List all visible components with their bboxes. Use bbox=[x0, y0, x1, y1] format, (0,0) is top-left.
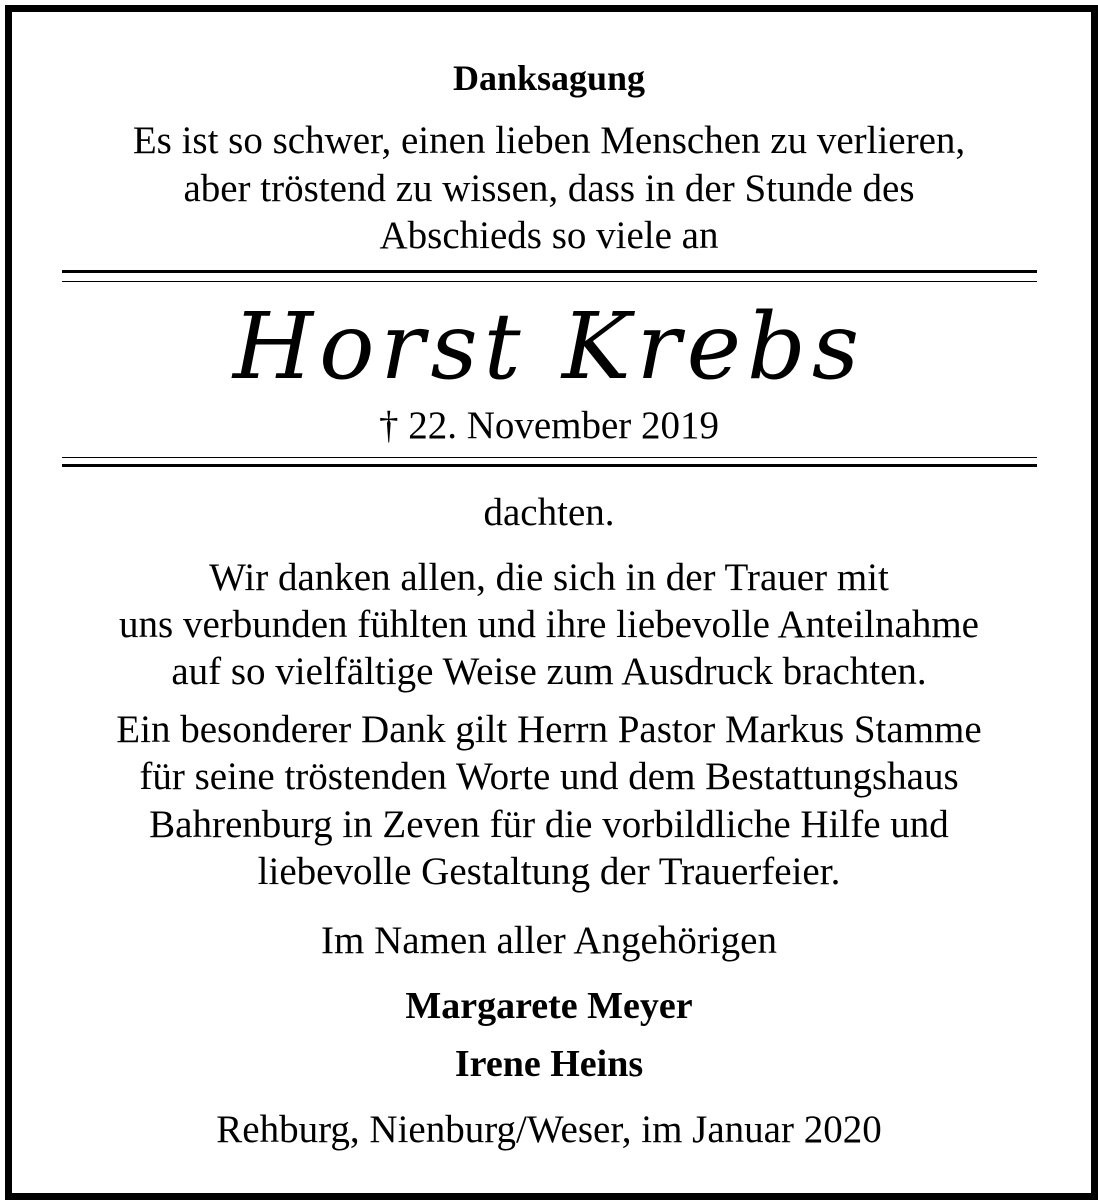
notice-heading: Danksagung bbox=[452, 58, 646, 98]
deceased-name: Horst Krebs bbox=[232, 293, 866, 400]
divider-thin bbox=[62, 281, 1037, 282]
special-thanks-line: liebevolle Gestaltung der Trauerfeier. bbox=[257, 850, 841, 893]
divider-thin bbox=[62, 457, 1037, 458]
intro-line: Es ist so schwer, einen lieben Menschen zu verlieren, bbox=[132, 119, 966, 162]
intro-line: aber tröstend zu wissen, dass in der Stunde des bbox=[183, 167, 915, 210]
signatory-name: Margarete Meyer bbox=[405, 985, 693, 1027]
special-thanks-line: Ein besonderer Dank gilt Herrn Pastor Markus Stamme bbox=[116, 708, 982, 751]
intro-line: Abschieds so viele an bbox=[379, 214, 719, 257]
on-behalf-text: Im Namen aller Angehörigen bbox=[321, 919, 777, 962]
place-and-date: Rehburg, Nienburg/Weser, im Januar 2020 bbox=[216, 1108, 882, 1151]
special-thanks-line: für seine tröstenden Worte und dem Bestattungshaus bbox=[139, 755, 959, 798]
divider-thick bbox=[62, 270, 1037, 273]
thanks-line: Wir danken allen, die sich in der Trauer mit bbox=[209, 556, 889, 599]
special-thanks-line: Bahrenburg in Zeven für die vorbildliche Hilfe und bbox=[149, 803, 949, 846]
death-date: † 22. November 2019 bbox=[378, 404, 720, 447]
thanks-line: auf so vielfältige Weise zum Ausdruck brachten. bbox=[171, 650, 927, 693]
after-name-text: dachten. bbox=[483, 491, 615, 534]
divider-thick bbox=[62, 464, 1037, 467]
signatory-name: Irene Heins bbox=[454, 1043, 644, 1085]
thanks-line: uns verbunden fühlten und ihre liebevolle Anteilnahme bbox=[119, 603, 979, 646]
